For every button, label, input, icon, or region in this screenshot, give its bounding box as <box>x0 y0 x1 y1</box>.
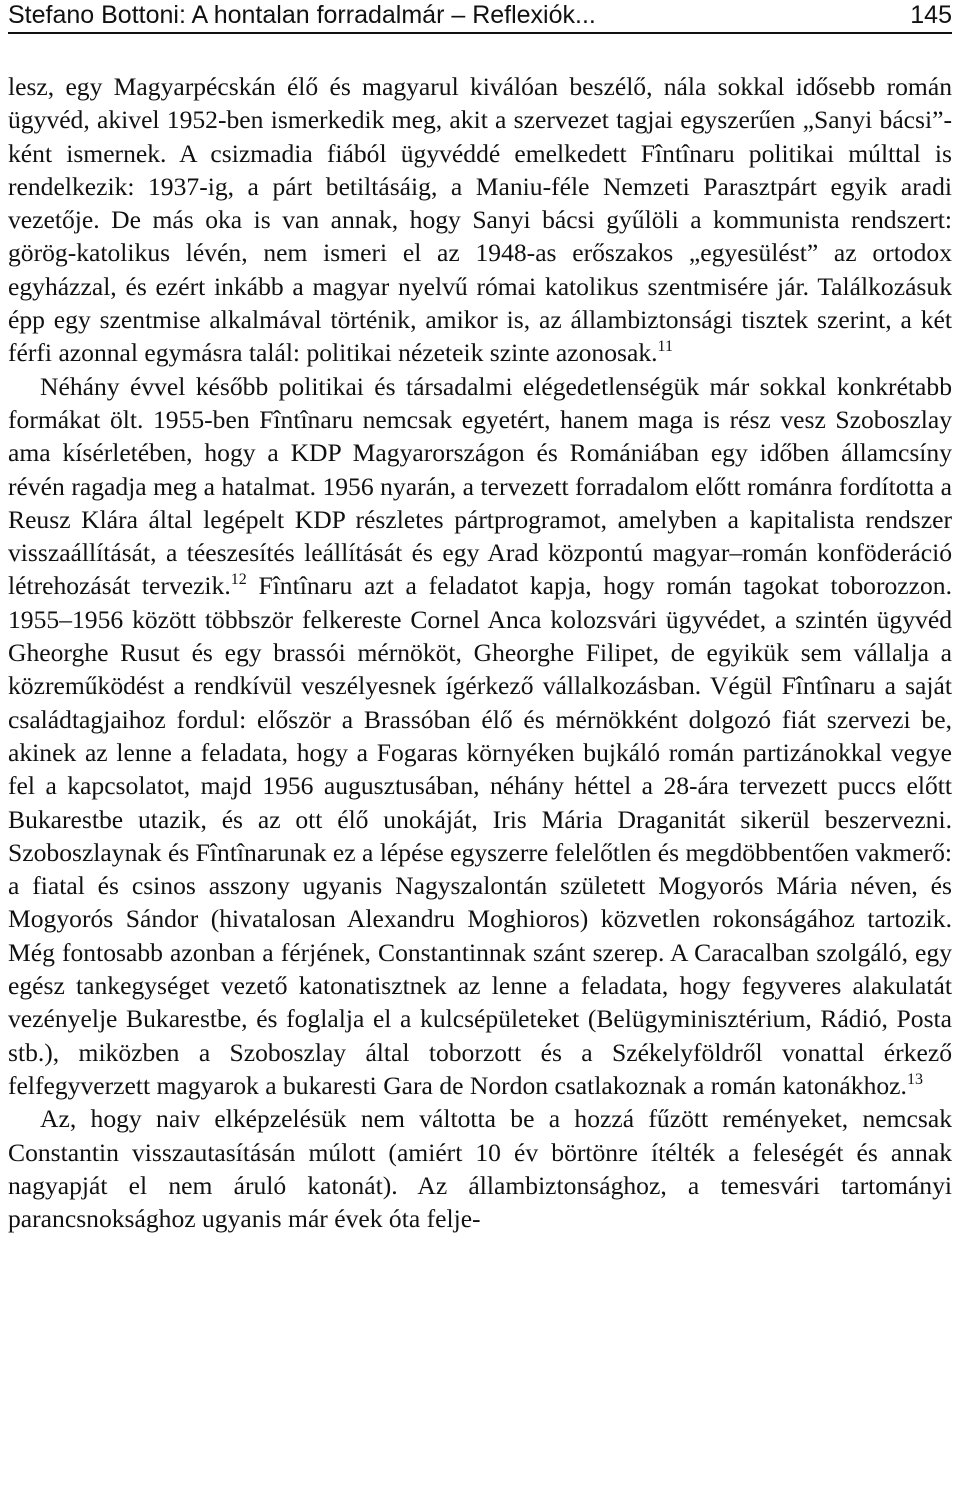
paragraph-text: Néhány évvel később politikai és társadalmi elégedetlenségük már sokkal konkrétabb formákat ölt. 1955-ben Fîntînaru nemcsak egyetért, hanem maga is rész vesz Szoboszlay ama kísérletében, hogy a KDP Magyarországon és Romániában egy időben államcsíny révén ragadja meg a hatalmat. 1956 nyarán, a tervezett forradalom előtt románra fordította a Reusz Klára által legépelt KDP részletes pártprogramot, amelyben a kapitalista rendszer visszaállítását, a téeszesítés leállítását és egy Arad központú magyar–román konföderáció létrehozását tervezik. <box>8 371 952 601</box>
paragraph-text: Fîntînaru azt a feladatot kapja, hogy román tagokat toborozzon. 1955–1956 között többször felkereste Cornel Anca kolozsvári ügyvédet, a szintén ügyvéd Gheorghe Rusut és egy brassói mérnököt, Gheorghe Filipet, de egyikük sem vállalja a közreműködést a rendkívül veszélyesnek ígérkező vállalkozásban. Végül Fîntînaru a saját családtagjaihoz fordul: először a Brassóban élő és mérnökként dolgozó fiát szervezi be, akinek az lenne a feladata, hogy a Fogaras környéken bujkáló román partizánokkal vegye fel a kapcsolatot, majd 1956 augusztusában, néhány héttel a 28-ára tervezett puccs előtt Bukarestbe utazik, és az ott élő unokáját, Iris Mária Draganitát sikerül beszervezni. Szoboszlaynak és Fîntînarunak ez a lépése egyszerre felelőtlen és megdöbbentően vakmerő: a fiatal és csinos asszony ugyanis Nagyszalontán született Mogyorós Mária néven, és Mogyorós Sándor (hivatalosan Alexandru Moghioros) közvetlen rokonságához tartozik. Még fontosabb azonban a férjének, Constantinnak szánt szerep. A Caracalban szolgáló, egy egész tankegységet vezető katonatisztnek az lenne a feladata, hogy fegyveres alakulatát vezényelje Bukarestbe, és foglalja el a kulcsépületeket (Belügyminisztérium, Rádió, Posta stb.), miközben a Szoboszlay által toborzott és a Székelyföldről vonattal érkező felfegyverzett magyarok a bukaresti Gara de Nordon csatlakoznak a román katonákhoz. <box>8 571 952 1100</box>
body-text <box>8 70 952 1235</box>
running-head <box>8 0 952 34</box>
document-page <box>8 0 952 1235</box>
running-title: Stefano Bottoni: A hontalan forradalmár – Reflexiók... <box>8 1 596 29</box>
footnote-reference: 11 <box>657 338 673 356</box>
paragraph <box>8 1102 952 1235</box>
paragraph-text: lesz, egy Magyarpécskán élő és magyarul kiválóan beszélő, nála sokkal idősebb román ügyvéd, akivel 1952-ben ismerkedik meg, akit a szervezet tagjai egyszerűen „Sanyi bácsi”-ként ismernek. A csizmadia fiából ügyvéddé emelkedett Fîntînaru politikai múlttal is rendelkezik: 1937-ig, a párt betiltásáig, a Maniu-féle Nemzeti Parasztpárt egyik aradi vezetője. De más oka is van annak, hogy Sanyi bácsi gyűlöli a kommunista rendszert: görög-katolikus lévén, nem ismeri el az 1948-as erőszakos „egyesülést” az ortodox egyházzal, és ezért inkább a magyar nyelvű római katolikus szentmisére jár. Találkozásuk épp egy szentmise alkalmával történik, amikor is, az állambiztonsági tisztek szerint, a két férfi azonnal egymásra talál: politikai nézeteik szinte azonosak. <box>8 72 952 368</box>
paragraph <box>8 70 952 370</box>
footnote-reference: 12 <box>230 571 247 589</box>
paragraph <box>8 370 952 1103</box>
paragraph-text: Az, hogy naiv elképzelésük nem váltotta be a hozzá fűzött reményeket, nemcsak Constantin visszautasításán múlott (amiért 10 év börtönre ítélték a feleségét és annak nagyapját el nem áruló katonát). Az állambiztonsághoz, a temesvári tartományi parancsnoksághoz ugyanis már évek óta felje- <box>8 1104 952 1234</box>
page-number: 145 <box>910 1 952 29</box>
footnote-reference: 13 <box>906 1070 923 1088</box>
